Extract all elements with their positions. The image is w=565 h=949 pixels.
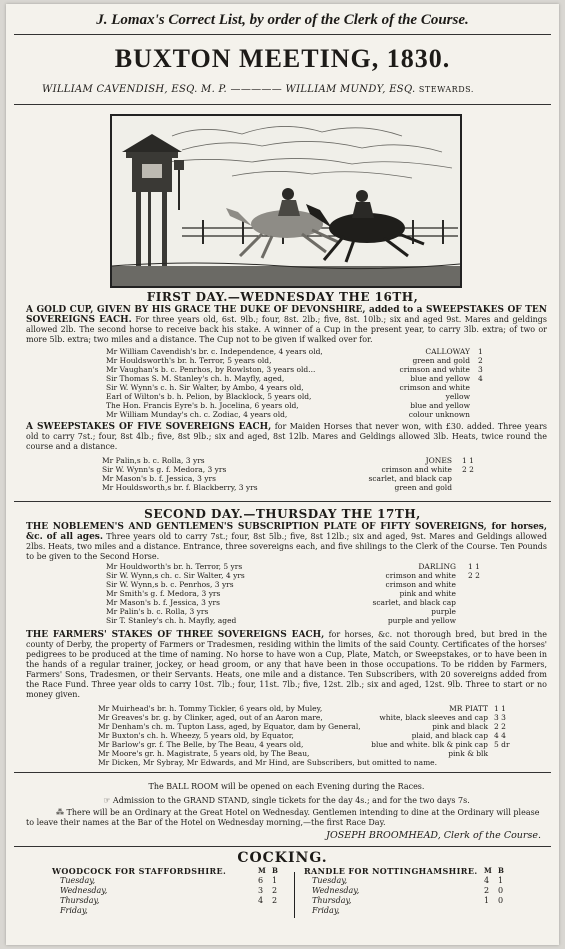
entry-row: Mr Buxton's ch. h. Wheezy, 5 years old, by Equator, plaid, and black cap 4 4 (98, 731, 506, 740)
entry-row: Mr Barlow's gr. f. The Belle, by The Beau, 4 years old, blue and white. blk & pink cap 5 dr (98, 740, 510, 749)
staffordshire-heading: WOODCOCK FOR STAFFORDSHIRE. (52, 866, 227, 876)
rule-above-cocking (14, 846, 551, 847)
entry-row: Mr Houldsworth,s br. f. Blackberry, 3 yrs green and gold (102, 483, 452, 492)
entry-row: Mr Mason's b. f. Jessica, 3 yrs scarlet, and black cap (106, 598, 456, 607)
entry-row: Mr William Munday's ch. c. Zodiac, 4 years old, colour unknown (106, 410, 470, 419)
entry-row: Sir W. Wynn,s b. c. Penrhos, 3 yrs crimson and white (106, 580, 456, 589)
racing-woodcut-illustration (110, 114, 462, 288)
rule-between-days (14, 501, 551, 502)
clerk-signature: JOSEPH BROOMHEAD, Clerk of the Course. (326, 830, 541, 841)
entry-row: Mr Smith's g. f. Medora, 3 yrs pink and white (106, 589, 456, 598)
b-label: B (272, 866, 278, 875)
farmers-stakes-heading: THE FARMERS' STAKES OF THREE SOVEREIGNS EACH, (26, 630, 325, 640)
farmers-stakes-entries (98, 704, 514, 767)
gold-cup-entries (106, 347, 496, 419)
entry-row: Sir W. Wynn,s ch. c. Sir Walter, 4 yrs crimson and white 2 2 (106, 571, 480, 580)
cocking-row: Friday, (60, 906, 88, 915)
entry-row: Mr Palin's b. c. Rolla, 3 yrs purple (106, 607, 456, 616)
race-bill-sheet (6, 4, 559, 945)
subscription-plate-heading: THE NOBLEMEN'S AND GENTLEMEN'S SUBSCRIPTION PLATE OF FIFTY SOVEREIGNS, for horses, &c. of all ages. (26, 522, 547, 542)
asterism-icon: ⁂ (56, 808, 67, 817)
gold-cup-heading: A GOLD CUP, GIVEN BY HIS GRACE THE DUKE OF DEVONSHIRE, added to a SWEEPSTAKES OF TEN SOVEREIGNS EACH. (26, 305, 547, 325)
maiden-sweepstakes-entries (102, 456, 496, 492)
horse-race-engraving (112, 116, 460, 286)
stewards-label: STEWARDS. (418, 85, 474, 94)
rule-under-stewards (14, 104, 551, 105)
ball-room-notice: The BALL ROOM will be opened on each Evening during the Races. (148, 782, 425, 791)
first-day-title: FIRST DAY.—WEDNESDAY THE 16TH, (146, 290, 419, 304)
entry-row: Mr Muirhead's br. h. Tommy Tickler, 6 years old, by Muley, MR PIATT 1 1 (98, 704, 506, 713)
m-label: M (484, 866, 492, 875)
entry-row: Mr William Cavendish's br. c. Independence, 4 years old, CALLOWAY 1 (106, 347, 483, 356)
entry-row: Mr Greaves's br. g. by Clinker, aged, out of an Aaron mare, white, black sleeves and cap 3 3 (98, 713, 506, 722)
entry-row: Sir Thomas S. M. Stanley's ch. h. Mayfly, aged, blue and yellow 4 (106, 374, 483, 383)
entry-row: Mr Vaughan's b. c. Penrhos, by Rowlston, 3 years old... crimson and white 3 (106, 365, 483, 374)
cocking-row: Thursday, 4 2 (60, 896, 278, 905)
gold-cup-conditions (26, 305, 547, 345)
grand-stand-notice: ☞ Admission to the GRAND STAND, single tickets for the day 4s.; and for the two days 7s. (103, 796, 470, 805)
entry-row: Mr Moore's gr. h. Magistrate, 5 years old, by The Beau, pink & blk (98, 749, 488, 758)
steward-cavendish: WILLIAM CAVENDISH, ESQ. M. P. (42, 84, 228, 95)
meeting-title: BUXTON MEETING, 1830. (114, 44, 451, 73)
entry-row: Mr Palin,s b. c. Rolla, 3 yrs JONES 1 1 (102, 456, 474, 465)
cocking-row: Wednesday, 2 0 (312, 886, 504, 895)
subscription-plate-text: Three years old to carry 7st.; four, 8st 5lb.; five, 8st 12lb.; six and aged, 9st. Mares and Geldings allowed 2lbs. Heats, two miles and a distance. Entrance, three sovereigns each, and five shilings to the Clerk of the Course. Ten Pounds to be given to the Second Horse. (26, 532, 547, 561)
maiden-sweepstakes-text: for Maiden Horses that never won, with £30. added. Three years old to carry 7st.; four, 8st 4lb.; five, 8st 9lb.; six and aged, 8st 12lb. Mares and Geldings allowed 3lb. Heats, twice round the course and a distance. (26, 422, 547, 451)
entry-row: Mr Mason's b. f. Jessica, 3 yrs scarlet, and black cap (102, 474, 452, 483)
cocking-title: COCKING. (237, 850, 328, 866)
rule-above-notices (14, 772, 551, 773)
entry-row: Earl of Wilton's b. h. Pelion, by Blacklock, 5 years old, yellow (106, 392, 470, 401)
entry-row: Sir W. Wynn's c. h. Sir Walter, by Ambo, 4 years old, crimson and white (106, 383, 470, 392)
cocking-row: Wednesday, 3 2 (60, 886, 278, 895)
cocking-row: Tuesday, 6 1 (60, 876, 278, 885)
entry-row: Mr Dicken, Mr Sybray, Mr Edwards, and Mr Hind, are Subscribers, but omitted to name. (98, 758, 438, 767)
m-label: M (258, 866, 266, 875)
cocking-row: Friday, (312, 906, 340, 915)
ordinary-notice: ⁂ There will be an Ordinary at the Great Hotel on Wednesday. Gentlemen intending to dine at the Ordinary will please to leave their names at the Bar of the Hotel on Wednesday morning,—the first Race Day. (26, 808, 540, 827)
maiden-sweepstakes-conditions (26, 422, 547, 452)
cocking-staffordshire (52, 866, 286, 916)
second-day-title: SECOND DAY.—THURSDAY THE 17TH, (144, 507, 421, 521)
steward-separator: ————— (230, 84, 283, 95)
steward-mundy: WILLIAM MUNDY, ESQ. (285, 84, 416, 95)
top-rule (14, 34, 551, 35)
entry-row: The Hon. Francis Eyre's b. h. Jocelina, 6 years old, blue and yellow (106, 401, 470, 410)
list-line: J. Lomax's Correct List, by order of the Clerk of the Course. (96, 12, 469, 28)
entry-row: Sir T. Stanley's ch. h. Mayfly, aged purple and yellow (106, 616, 456, 625)
farmers-stakes-conditions (26, 630, 547, 700)
cocking-nottinghamshire (304, 866, 524, 916)
entry-row: Mr Houldworth's br. h. Terror, 5 yrs DARLING 1 1 (106, 562, 480, 571)
maiden-sweepstakes-heading: A SWEEPSTAKES OF FIVE SOVEREIGNS EACH, (26, 422, 272, 432)
pointing-hand-icon: ☞ (103, 796, 113, 805)
subscription-plate-conditions (26, 522, 547, 562)
entry-row: Mr Denham's ch. m. Tupton Lass, aged, by Equator, dam by General, pink and black 2 2 (98, 722, 506, 731)
gold-cup-text: For three years old, 6st. 9lb.; four, 8st. 2lb.; five, 8st. 10lb.; six and aged 9st. Mares and geldings allowed 2lb. The second horse to receive back his stake. A winner of a Cup in the present year, to carry 3lb. extra; of two or more 5lb. extra; two miles and a distance. The Cup not to be given if walked over for. (26, 315, 548, 344)
nottinghamshire-heading: RANDLE FOR NOTTINGHAMSHIRE. (304, 866, 478, 876)
farmers-stakes-text: for horses, &c. not thorough bred, but bred in the county of Derby, the property of Farmers or Tradesmen, residing within the limits of the said County. Certificates of the horses' pedigrees to be produced at the time of naming. No horse to have won a Cup, Plate, Match, or Sweepstakes, or to have been in the hands of a regular trainer, jockey, or head groom, or any that have been in those occupations. To be ridden by Farmers, Farmers' Sons, Tradesmen, or their Servants. Heats, one mile and a distance. Ten Subscribers, with 20 sovereigns added from the Race Fund. Three year olds to carry 10st. 7lb.; four, 11st. 7lb.; five, 12st. 2lb.; six and aged, 12st. 9lb. Three to start or no money given. (26, 630, 547, 699)
entry-row: Sir W. Wynn's g. f. Medora, 3 yrs crimson and white 2 2 (102, 465, 474, 474)
stewards-line (42, 84, 547, 95)
cocking-row: Tuesday, 4 1 (312, 876, 504, 885)
subscription-plate-entries (106, 562, 496, 625)
cocking-row: Thursday, 1 0 (312, 896, 504, 905)
b-label: B (498, 866, 504, 875)
entry-row: Mr Houldsworth's br. h. Terror, 5 years old, green and gold 2 (106, 356, 483, 365)
cocking-divider (294, 872, 295, 918)
